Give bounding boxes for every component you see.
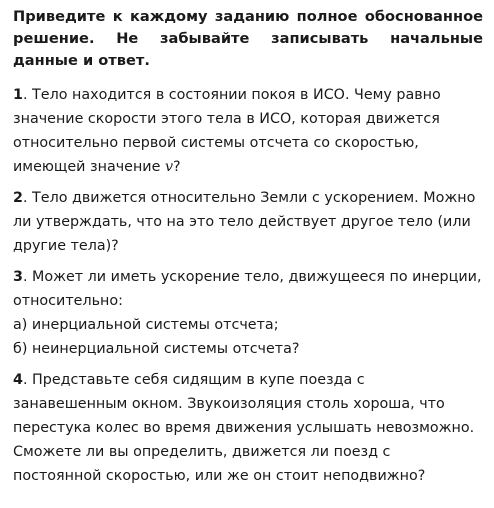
task-2-text: . Тело движется относительно Земли с ускорением. Можно ли утверждать, что на это тело действует другое тело (или другие тела)? — [13, 190, 476, 254]
instructions-heading: Приведите к каждому заданию полное обоснованное решение. Не забывайте записывать начальные данные и ответ. — [13, 8, 483, 69]
task-4 — [13, 368, 483, 488]
task-1 — [13, 83, 483, 179]
spacer — [13, 258, 483, 265]
task-3 — [13, 265, 483, 361]
task-2-number: 2 — [13, 190, 23, 206]
task-3-option-a: а) инерциальной системы отсчета; — [13, 317, 279, 333]
document-page — [13, 6, 483, 488]
task-1-number: 1 — [13, 87, 23, 103]
task-1-text-end: ? — [173, 159, 181, 175]
spacer — [13, 361, 483, 368]
spacer — [13, 179, 483, 186]
task-4-number: 4 — [13, 372, 23, 388]
task-3-text: . Может ли иметь ускорение тело, движущееся по инерции, относительно: — [13, 269, 482, 309]
task-1-text: . Тело находится в состоянии покоя в ИСО. Чему равно значение скорости этого тела в ИСО, которая движется относительно первой системы отсчета со скоростью, имеющей значение — [13, 87, 441, 175]
task-3-option-b: б) неинерциальной системы отсчета? — [13, 341, 300, 357]
task-2 — [13, 186, 483, 258]
velocity-variable: v — [164, 159, 174, 175]
task-4-text: . Представьте себя сидящим в купе поезда с занавешенным окном. Звукоизоляция столь хороша, что перестука колес во время движения услышать невозможно. Сможете ли вы определить, движется ли поезд с постоянной скоростью, или же он стоит неподвижно? — [13, 372, 475, 484]
spacer — [13, 76, 483, 83]
task-3-number: 3 — [13, 269, 23, 285]
